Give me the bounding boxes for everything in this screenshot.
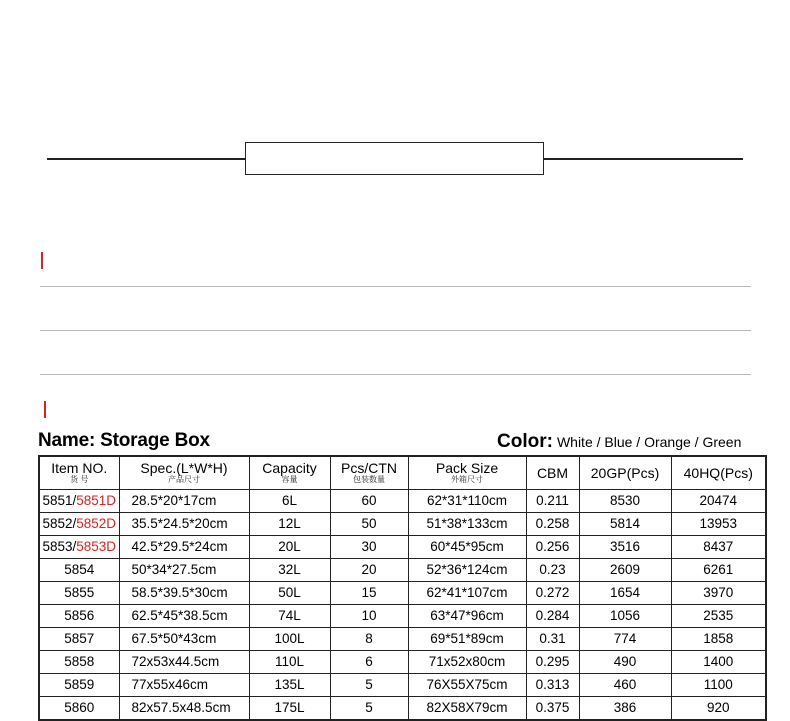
cbm-cell: 0.211 — [526, 490, 579, 513]
title-line-right — [543, 158, 743, 160]
hq40-cell: 1400 — [671, 651, 766, 674]
item-number-cell — [39, 674, 119, 697]
pack-cell: 71x52x80cm — [408, 651, 526, 674]
spec-cell: 50*34*27.5cm — [119, 559, 249, 582]
capacity-cell: 50L — [249, 582, 330, 605]
column-header-label: Pcs/CTN — [341, 460, 397, 476]
hq40-cell: 13953 — [671, 513, 766, 536]
pack-cell: 52*36*124cm — [408, 559, 526, 582]
cbm-cell: 0.375 — [526, 697, 579, 721]
gp20-cell: 386 — [579, 697, 671, 721]
gp20-cell: 774 — [579, 628, 671, 651]
cbm-cell: 0.31 — [526, 628, 579, 651]
color-values: White / Blue / Orange / Green — [556, 434, 742, 450]
hq40-cell: 8437 — [671, 536, 766, 559]
pack-cell: 82X58X79cm — [408, 697, 526, 721]
cbm-cell: 0.284 — [526, 605, 579, 628]
cbm-cell: 0.256 — [526, 536, 579, 559]
divider — [40, 286, 751, 287]
column-header-label: Pack Size — [435, 460, 499, 476]
product-name: Name: Storage Box — [38, 430, 210, 451]
item-number: 5860 — [64, 700, 95, 715]
cbm-cell: 0.23 — [526, 559, 579, 582]
cbm-cell: 0.313 — [526, 674, 579, 697]
pack-cell: 60*45*95cm — [408, 536, 526, 559]
section-marker — [41, 252, 43, 269]
gp20-cell: 2609 — [579, 559, 671, 582]
column-header-label: 40HQ(Pcs) — [683, 465, 753, 481]
color-label: Color: — [497, 431, 553, 452]
item-number-cell — [39, 605, 119, 628]
column-header-label: Spec.(L*W*H) — [140, 460, 228, 476]
title-line-left — [47, 158, 245, 160]
item-number: 5854 — [64, 562, 95, 577]
capacity-cell: 100L — [249, 628, 330, 651]
pcs-cell: 20 — [330, 559, 408, 582]
table-row — [39, 628, 766, 651]
hq40-cell: 3970 — [671, 582, 766, 605]
column-header — [249, 456, 330, 490]
table-header-row — [39, 456, 766, 490]
product-colors — [497, 431, 741, 453]
item-number: 5852/ — [42, 516, 77, 531]
pcs-cell: 30 — [330, 536, 408, 559]
capacity-cell: 175L — [249, 697, 330, 721]
table-row — [39, 651, 766, 674]
hq40-cell: 2535 — [671, 605, 766, 628]
pcs-cell: 15 — [330, 582, 408, 605]
capacity-cell: 12L — [249, 513, 330, 536]
column-header — [579, 456, 671, 490]
pcs-cell: 60 — [330, 490, 408, 513]
gp20-cell: 5814 — [579, 513, 671, 536]
spec-cell: 77x55x46cm — [119, 674, 249, 697]
column-header-sublabel: 包装数量 — [353, 475, 385, 484]
gp20-cell: 1056 — [579, 605, 671, 628]
column-header-sublabel: 货 号 — [70, 475, 89, 484]
pack-cell: 76X55X75cm — [408, 674, 526, 697]
spec-cell: 28.5*20*17cm — [119, 490, 249, 513]
item-number-variant: 5853D — [76, 539, 117, 554]
item-number: 5859 — [64, 677, 95, 692]
column-header — [119, 456, 249, 490]
column-header-sublabel: 容量 — [281, 475, 298, 484]
pack-cell: 69*51*89cm — [408, 628, 526, 651]
column-header-label: CBM — [536, 465, 569, 481]
title-box — [245, 142, 544, 175]
capacity-cell: 20L — [249, 536, 330, 559]
section-marker — [44, 401, 46, 418]
capacity-cell: 135L — [249, 674, 330, 697]
column-header-sublabel: 产品尺寸 — [168, 475, 200, 484]
column-header — [330, 456, 408, 490]
pack-cell: 51*38*133cm — [408, 513, 526, 536]
pack-cell: 62*41*107cm — [408, 582, 526, 605]
pcs-cell: 50 — [330, 513, 408, 536]
item-number: 5855 — [64, 585, 95, 600]
item-number-cell — [39, 651, 119, 674]
gp20-cell: 460 — [579, 674, 671, 697]
item-number-cell — [39, 559, 119, 582]
pack-cell: 62*31*110cm — [408, 490, 526, 513]
item-number: 5856 — [64, 608, 95, 623]
column-header-label: Capacity — [262, 460, 317, 476]
divider — [40, 330, 751, 331]
column-header — [526, 456, 579, 490]
spec-cell: 58.5*39.5*30cm — [119, 582, 249, 605]
item-number-cell — [39, 697, 119, 721]
column-header-label: Item NO. — [51, 460, 108, 476]
item-number: 5853/ — [42, 539, 77, 554]
item-number-cell — [39, 582, 119, 605]
pcs-cell: 5 — [330, 674, 408, 697]
item-number-cell — [39, 536, 119, 559]
item-number: 5851/ — [42, 493, 77, 508]
cbm-cell: 0.258 — [526, 513, 579, 536]
table-row — [39, 513, 766, 536]
hq40-cell: 1858 — [671, 628, 766, 651]
gp20-cell: 490 — [579, 651, 671, 674]
spec-cell: 35.5*24.5*20cm — [119, 513, 249, 536]
item-number: 5858 — [64, 654, 95, 669]
column-header — [408, 456, 526, 490]
cbm-cell: 0.295 — [526, 651, 579, 674]
pcs-cell: 10 — [330, 605, 408, 628]
column-header-sublabel: 外箱尺寸 — [451, 475, 483, 484]
table-row — [39, 674, 766, 697]
hq40-cell: 1100 — [671, 674, 766, 697]
capacity-cell: 110L — [249, 651, 330, 674]
spec-cell: 62.5*45*38.5cm — [119, 605, 249, 628]
item-number: 5857 — [64, 631, 95, 646]
hq40-cell: 920 — [671, 697, 766, 721]
column-header — [671, 456, 766, 490]
hq40-cell: 6261 — [671, 559, 766, 582]
spec-table — [38, 455, 767, 721]
capacity-cell: 6L — [249, 490, 330, 513]
capacity-cell: 74L — [249, 605, 330, 628]
spec-cell: 42.5*29.5*24cm — [119, 536, 249, 559]
capacity-cell: 32L — [249, 559, 330, 582]
table-row — [39, 697, 766, 721]
item-number-cell — [39, 490, 119, 513]
table-row — [39, 490, 766, 513]
item-number-variant: 5851D — [76, 493, 117, 508]
gp20-cell: 8530 — [579, 490, 671, 513]
item-number-cell — [39, 628, 119, 651]
gp20-cell: 3516 — [579, 536, 671, 559]
pcs-cell: 8 — [330, 628, 408, 651]
cbm-cell: 0.272 — [526, 582, 579, 605]
column-header — [39, 456, 119, 490]
divider — [40, 374, 751, 375]
pcs-cell: 6 — [330, 651, 408, 674]
spec-cell: 72x53x44.5cm — [119, 651, 249, 674]
table-row — [39, 605, 766, 628]
spec-cell: 67.5*50*43cm — [119, 628, 249, 651]
spec-cell: 82x57.5x48.5cm — [119, 697, 249, 721]
table-row — [39, 559, 766, 582]
item-number-cell — [39, 513, 119, 536]
pcs-cell: 5 — [330, 697, 408, 721]
hq40-cell: 20474 — [671, 490, 766, 513]
item-number-variant: 5852D — [76, 516, 117, 531]
pack-cell: 63*47*96cm — [408, 605, 526, 628]
column-header-label: 20GP(Pcs) — [590, 465, 660, 481]
table-row — [39, 582, 766, 605]
gp20-cell: 1654 — [579, 582, 671, 605]
table-row — [39, 536, 766, 559]
